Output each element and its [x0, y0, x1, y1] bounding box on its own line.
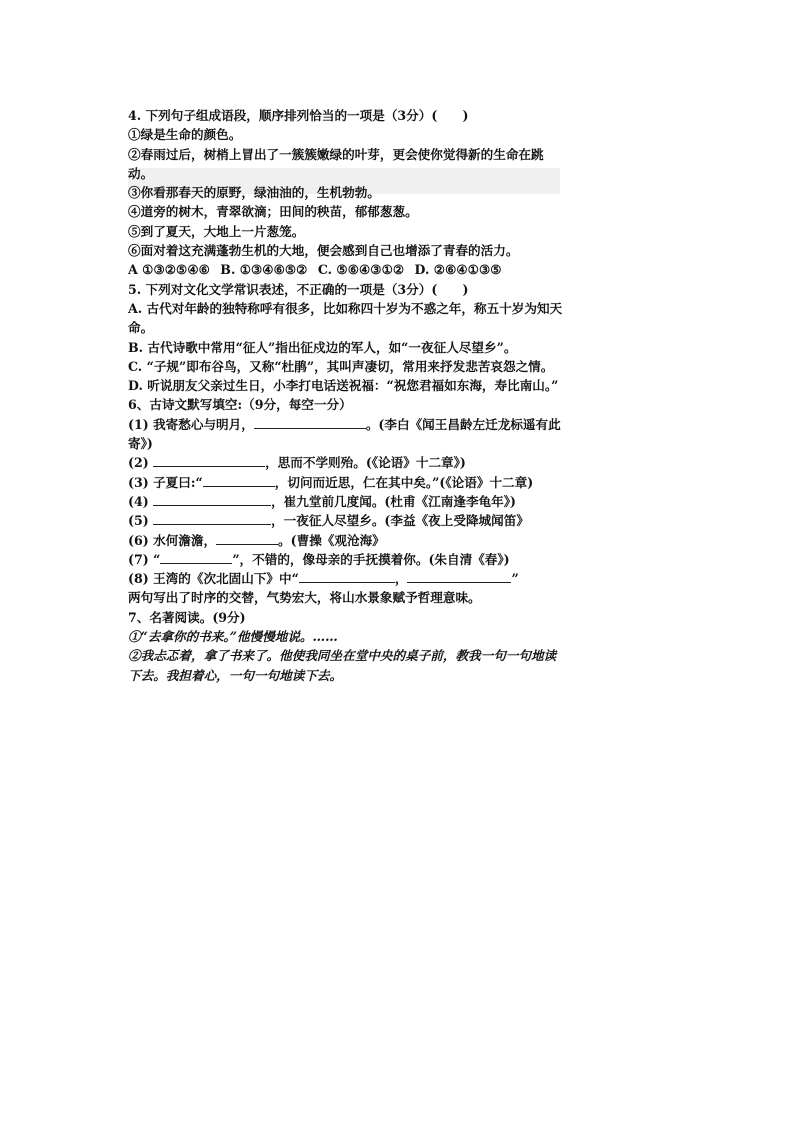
q4-sentence-2: ②春雨过后，树梢上冒出了一簇簇嫩绿的叶芽，更会使你觉得新的生命在跳动。	[128, 146, 544, 181]
q6-blank-4[interactable]	[153, 492, 271, 506]
q6-line-4-post: ，崔九堂前几度闻。(杜甫《江南逢李龟年》)	[271, 493, 516, 509]
q6-line-2	[128, 453, 568, 472]
q6-line-1-post: 。(李白《闻王昌龄左迁龙标遥有此寄》)	[128, 416, 561, 452]
q5-option-a: A. 古代对年龄的独特称呼有很多，比如称四十岁为不惑之年，称五十岁为知天命。	[128, 300, 563, 336]
q6-line-4	[128, 492, 568, 511]
q6-line-7-pre: (7) “	[128, 551, 161, 567]
q6-line-8	[128, 569, 568, 588]
q7-passage-1: ①“去拿你的书来。”他慢慢地说。……	[128, 629, 338, 645]
exam-page	[128, 106, 568, 685]
q6-line-8-tail: 两句写出了时序的交替，气势宏大，将山水景象赋予哲理意味。	[128, 590, 481, 606]
q5-option-c: C. “子规”即布谷鸟，又称“杜鹃”，其叫声凄切，常用来抒发悲苦哀怨之情。	[128, 358, 554, 374]
q6-blank-1[interactable]	[254, 415, 366, 429]
q6-line-5-pre: (5)	[128, 513, 154, 529]
q6-line-8-pre: (8) 王湾的《次北固山下》中“	[128, 571, 299, 587]
q6-line-5	[128, 511, 568, 530]
q4-option-c: C. ⑤⑥④③①②	[317, 262, 405, 278]
q4-sentence-1: ①绿是生命的颜色。	[128, 127, 242, 143]
q7-passage-2: ②我忐忑着，拿了书来了。他使我同坐在堂中央的桌子前，教我一句一句地读下去。我担着心，一句一句地读下去。	[128, 648, 557, 683]
q6-blank-8b[interactable]	[407, 569, 511, 583]
q6-line-1	[128, 415, 568, 454]
q6-line-3	[128, 473, 568, 492]
q5-stem: 5. 下列对文化文学常识表述，不正确的一项是（3分）( )	[128, 281, 469, 297]
q6-blank-2[interactable]	[153, 453, 265, 467]
q6-line-7-post: ”，不错的，像母亲的手抚摸着你。(朱自清《春》)	[232, 551, 510, 567]
q6-blank-3[interactable]	[203, 473, 275, 487]
q4-sentence-5: ⑤到了夏天，大地上一片葱笼。	[128, 223, 305, 239]
q4-option-d: D. ②⑥④①③⑤	[414, 262, 502, 278]
q6-blank-8a[interactable]	[299, 569, 395, 583]
q6-line-3-pre: (3) 子夏曰:“	[128, 474, 203, 490]
q6-line-2-post: ，思而不学则殆。(《论语》十二章》)	[265, 455, 466, 471]
q4-option-a: A ①③②⑤④⑥	[128, 262, 210, 278]
q6-line-4-pre: (4)	[128, 493, 154, 509]
q6-stem: 6、古诗文默写填空:（9分，每空一分）	[128, 397, 352, 413]
q4-sentence-4: ④道旁的树木，青翠欲滴；田间的秧苗，郁郁葱葱。	[128, 204, 418, 220]
q7-stem: 7、名著阅读。(9分)	[128, 609, 246, 625]
q6-line-6	[128, 531, 568, 550]
q6-blank-5[interactable]	[153, 511, 271, 525]
q5-option-b: B. 古代诗歌中常用“征人”指出征戍边的军人，如“一夜征人尽望乡”。	[128, 339, 517, 355]
q4-options	[128, 260, 568, 279]
q4-stem: 4. 下列句子组成语段，顺序排列恰当的一项是（3分）( )	[128, 108, 469, 123]
q6-blank-6[interactable]	[216, 531, 278, 545]
q6-line-8-mid: ，	[394, 571, 408, 587]
q6-line-2-pre: (2)	[128, 455, 154, 471]
q6-blank-7[interactable]	[160, 550, 232, 564]
q6-line-7	[128, 550, 568, 569]
q4-sentence-3: ③你看那春天的原野，绿油油的，生机勃勃。	[128, 185, 380, 201]
q5-option-d: D. 听说朋友父亲过生日，小李打电话送祝福：“祝您君福如东海，寿比南山。”	[128, 378, 559, 394]
q4-sentence-6: ⑥面对着这充满蓬勃生机的大地，便会感到自己也增添了青春的活力。	[128, 243, 519, 259]
q6-line-6-post: 。(曹操《观沧海》	[278, 532, 385, 548]
q6-line-1-pre: (1) 我寄愁心与明月，	[128, 416, 254, 432]
q4-option-b: B. ①③④⑥⑤②	[220, 262, 308, 278]
q6-line-8-post: ”	[511, 571, 519, 587]
q6-line-3-post: ，切问而近思，仁在其中矣。”(《论语》十二章)	[274, 474, 534, 490]
q6-line-5-post: ，一夜征人尽望乡。(李益《夜上受降城闻笛》	[271, 513, 529, 529]
q6-line-6-pre: (6) 水何澹澹，	[128, 532, 217, 548]
